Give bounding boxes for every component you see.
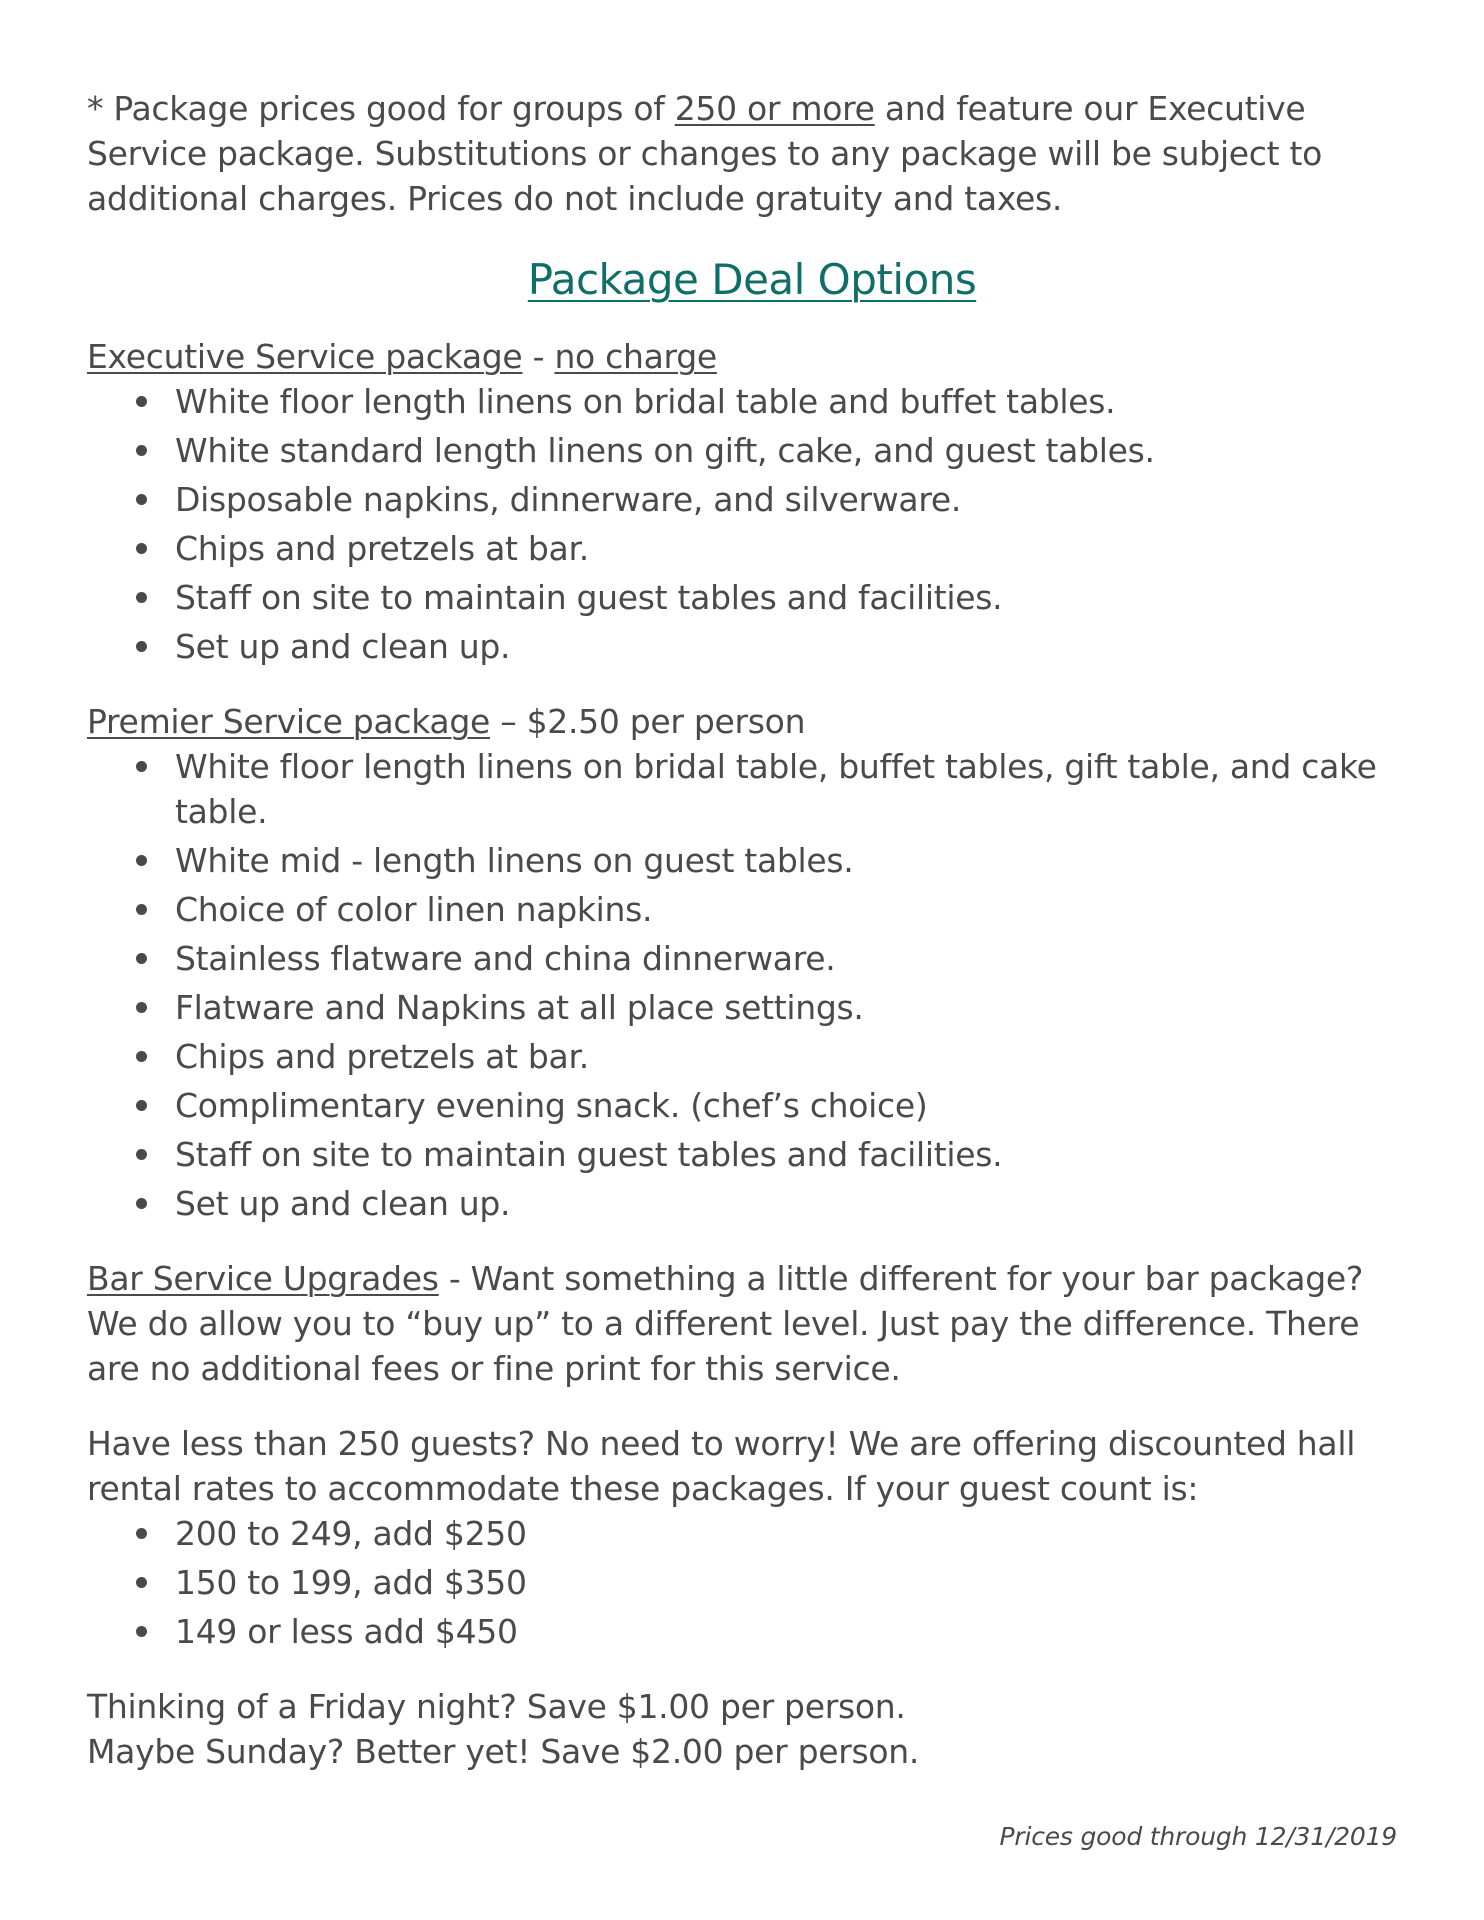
bar-section <box>87 1256 1417 1391</box>
sunday-savings: Maybe Sunday? Better yet! Save $2.00 per person. <box>87 1732 920 1771</box>
premier-section <box>87 699 1417 1226</box>
weekday-savings <box>87 1684 1417 1774</box>
list-item: Complimentary evening snack. (chef’s choice) <box>87 1083 1417 1128</box>
list-item: White floor length linens on bridal table, buffet tables, gift table, and cake table. <box>87 744 1417 834</box>
list-item: Staff on site to maintain guest tables and facilities. <box>87 1132 1417 1177</box>
list-item: Disposable napkins, dinnerware, and silverware. <box>87 477 1417 522</box>
list-item: White mid - length linens on guest tables. <box>87 838 1417 883</box>
premier-price: – $2.50 per person <box>490 702 806 741</box>
list-item: Stainless flatware and china dinnerware. <box>87 936 1417 981</box>
document-page <box>87 86 1417 1804</box>
premier-title: Premier Service package <box>87 702 491 741</box>
bar-paragraph <box>87 1256 1417 1391</box>
executive-title-line <box>87 334 1417 379</box>
executive-price: no charge <box>554 337 717 376</box>
bar-title: Bar Service Upgrades <box>87 1259 439 1298</box>
list-item: White standard length linens on gift, cake, and guest tables. <box>87 428 1417 473</box>
intro-prefix: * Package prices good for groups of <box>87 89 675 128</box>
discount-list <box>87 1511 1417 1654</box>
bar-text: - Want something a little different for your bar package? We do allow you to “buy up” to a different level. Just pay the difference. There are no additional fees or fine print for this service. <box>87 1259 1364 1388</box>
executive-separator: - <box>522 337 555 376</box>
list-item: 150 to 199, add $350 <box>87 1560 1417 1605</box>
friday-savings: Thinking of a Friday night? Save $1.00 per person. <box>87 1687 906 1726</box>
list-item: White floor length linens on bridal table and buffet tables. <box>87 379 1417 424</box>
price-validity-note: Prices good through 12/31/2019 <box>999 1822 1397 1851</box>
list-item: Set up and clean up. <box>87 624 1417 669</box>
premier-list <box>87 744 1417 1226</box>
page-title: Package Deal Options <box>527 255 977 304</box>
list-item: 200 to 249, add $250 <box>87 1511 1417 1556</box>
intro-group-size: 250 or more <box>674 89 875 128</box>
executive-section <box>87 334 1417 669</box>
discount-paragraph: Have less than 250 guests? No need to worry! We are offering discounted hall rental rates to accommodate these packages. If your guest count is: <box>87 1424 1356 1508</box>
intro-paragraph <box>87 86 1417 221</box>
list-item: Flatware and Napkins at all place settings. <box>87 985 1417 1030</box>
list-item: Chips and pretzels at bar. <box>87 526 1417 571</box>
list-item: Set up and clean up. <box>87 1181 1417 1226</box>
list-item: Choice of color linen napkins. <box>87 887 1417 932</box>
list-item: Staff on site to maintain guest tables and facilities. <box>87 575 1417 620</box>
intro-suffix: and feature our Executive Service package. Substitutions or changes to any package will be subject to additional charges. Prices do not include gratuity and taxes. <box>87 89 1323 218</box>
list-item: Chips and pretzels at bar. <box>87 1034 1417 1079</box>
premier-title-line <box>87 699 1417 744</box>
executive-list <box>87 379 1417 669</box>
list-item: 149 or less add $450 <box>87 1609 1417 1654</box>
executive-title: Executive Service package <box>87 337 523 376</box>
discount-section <box>87 1421 1417 1654</box>
